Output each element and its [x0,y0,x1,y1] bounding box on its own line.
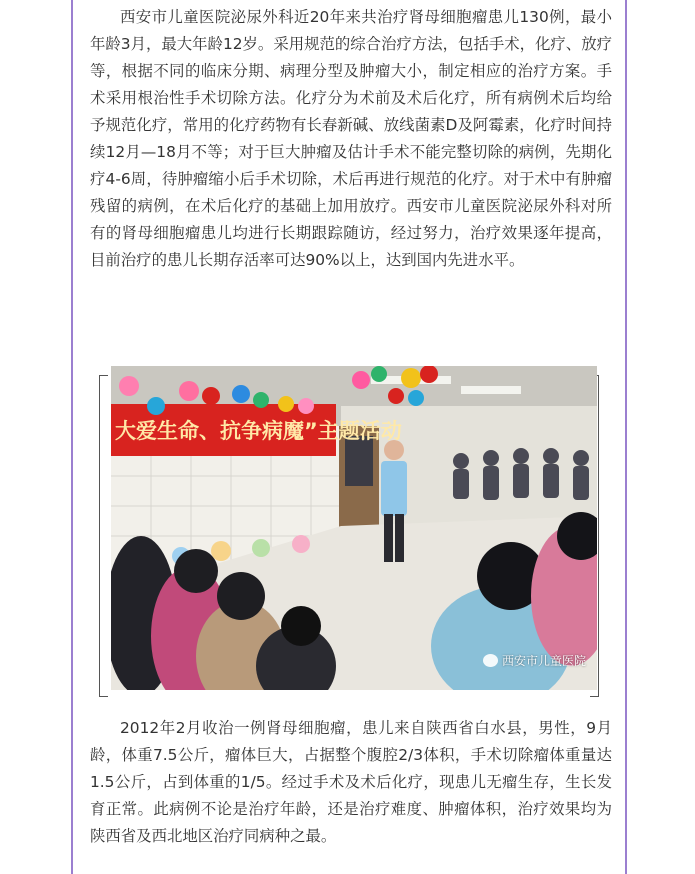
photo-figure [99,375,599,697]
event-photo [111,366,597,690]
watermark-text: 西安市儿童医院 [502,654,587,668]
event-photo-illustration [111,366,597,690]
article-paragraph-2: 2012年2月收治一例肾母细胞瘤，患儿来自陕西省白水县，男性，9月龄，体重7.5公斤，瘤体巨大，占据整个腹腔2/3体积，手术切除瘤体重量达1.5公斤，占到体重的1/5。经过手术及术后化疗，现患儿无瘤生存，生长发育正常。此病例不论是治疗年龄，还是治疗难度、肿瘤体积，治疗效果均为陕西省及西北地区治疗同病种之最。 [90,719,612,845]
wechat-icon [483,654,498,667]
photo-bracket-left [99,375,108,697]
article-paragraph-1: 西安市儿童医院泌尿外科近20年来共治疗肾母细胞瘤患儿130例，最小年龄3月，最大年龄12岁。采用规范的综合治疗方法，包括手术，化疗、放疗等，根据不同的临床分期、病理分型及肿瘤大小，制定相应的治疗方案。手术采用根治性手术切除方法。化疗分为术前及术后化疗，所有病例术后均给予规范化疗，常用的化疗药物有长春新碱、放线菌素D及阿霉素，化疗时间持续12月—18月不等；对于巨大肿瘤及估计手术不能完整切除的病例，先期化疗4-6周，待肿瘤缩小后手术切除，术后再进行规范的化疗。对于术中有肿瘤残留的病例，在术后化疗的基础上加用放疗。西安市儿童医院泌尿外科对所有的肾母细胞瘤患儿均进行长期跟踪随访，经过努力，治疗效果逐年提高，目前治疗的患儿长期存活率可达90%以上，达到国内先进水平。 [90,8,612,269]
photo-watermark [483,652,586,669]
banner-text: 大爱生命、抗争病魔”主题活动 [115,419,402,443]
